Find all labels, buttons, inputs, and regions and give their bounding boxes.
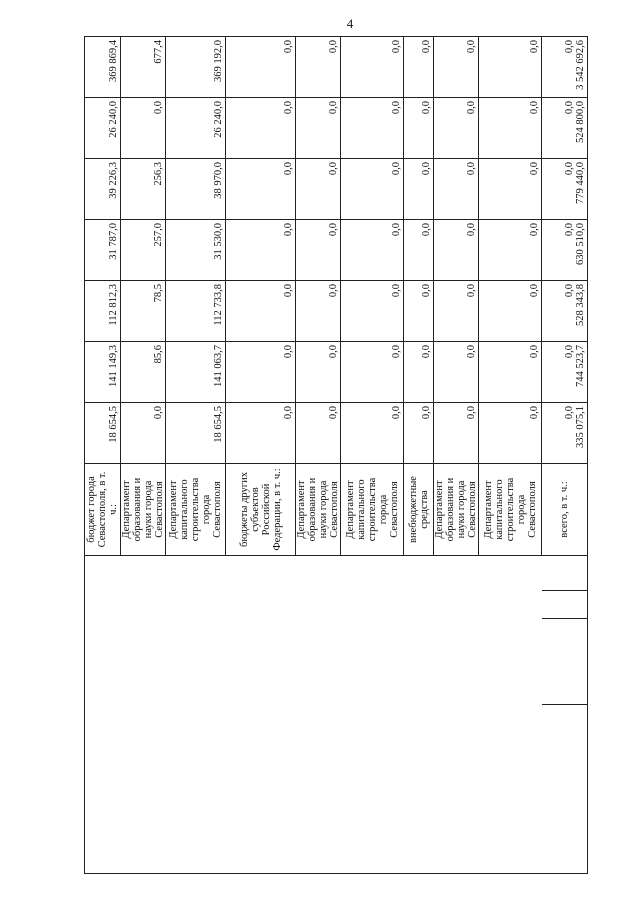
value-text: 141 063,7 bbox=[213, 345, 224, 387]
value-cell bbox=[121, 98, 166, 159]
value-text: 141 149,3 bbox=[108, 345, 119, 387]
value-cell bbox=[404, 98, 434, 159]
funding-source: Департамент капитального строительства города Севастополя bbox=[166, 464, 226, 556]
value-cell bbox=[542, 159, 588, 220]
value-cell bbox=[226, 159, 296, 220]
empty-cell bbox=[166, 556, 226, 874]
value-cell bbox=[85, 281, 121, 342]
value-extra: 0,0 bbox=[564, 345, 575, 359]
table-row bbox=[479, 37, 542, 874]
value-text: 0,0 bbox=[283, 406, 294, 420]
value-cell bbox=[296, 37, 341, 98]
value-cell bbox=[479, 220, 542, 281]
value-text: 0,0 bbox=[283, 162, 294, 176]
value-cell bbox=[296, 98, 341, 159]
cell-divider bbox=[542, 590, 588, 591]
funding-source: Департамент образования и науки города Севастополя bbox=[121, 464, 166, 556]
value-text: 0,0 bbox=[328, 406, 339, 420]
value-cell bbox=[166, 342, 226, 403]
value-text: 0,0 bbox=[421, 406, 432, 420]
value-cell bbox=[296, 342, 341, 403]
table-row bbox=[296, 37, 341, 874]
value-text: 0,0 bbox=[328, 345, 339, 359]
value-text: 0,0 bbox=[391, 406, 402, 420]
value-cell bbox=[479, 159, 542, 220]
value-cell bbox=[404, 37, 434, 98]
value-extra: 0,0 bbox=[564, 223, 575, 237]
empty-cell bbox=[85, 556, 121, 874]
value-text: 0,0 bbox=[466, 345, 477, 359]
value-text: 0,0 bbox=[328, 40, 339, 54]
value-text: 0,0 bbox=[391, 40, 402, 54]
value-extra: 0,0 bbox=[564, 101, 575, 115]
value-text: 0,0 bbox=[466, 406, 477, 420]
value-text: 256,3 bbox=[153, 162, 164, 186]
value-total: 3 542 692,6 bbox=[575, 40, 586, 90]
value-cell bbox=[226, 403, 296, 464]
value-text: 0,0 bbox=[529, 406, 540, 420]
value-total: 335 075,1 bbox=[575, 406, 586, 448]
value-extra: 0,0 bbox=[564, 40, 575, 54]
value-cell bbox=[166, 403, 226, 464]
rotated-table-sheet bbox=[84, 37, 585, 874]
value-text: 31 787,0 bbox=[108, 223, 119, 260]
value-text: 0,0 bbox=[421, 345, 432, 359]
empty-cell bbox=[542, 556, 588, 874]
value-cell bbox=[404, 159, 434, 220]
value-text: 0,0 bbox=[529, 345, 540, 359]
page-number: 4 bbox=[346, 16, 354, 31]
value-text: 257,0 bbox=[153, 223, 164, 247]
funding-source: Департамент образования и науки города Севастополя bbox=[296, 464, 341, 556]
value-total: 630 510,0 bbox=[575, 223, 586, 265]
value-cell bbox=[121, 220, 166, 281]
funding-table bbox=[84, 36, 588, 874]
value-text: 0,0 bbox=[328, 162, 339, 176]
value-cell bbox=[434, 37, 479, 98]
value-text: 85,6 bbox=[153, 345, 164, 364]
funding-source: всего, в т. ч.: bbox=[542, 464, 588, 556]
value-text: 112 812,3 bbox=[108, 284, 119, 326]
value-cell bbox=[85, 98, 121, 159]
value-text: 112 733,8 bbox=[213, 284, 224, 326]
value-cell bbox=[434, 159, 479, 220]
value-cell bbox=[434, 98, 479, 159]
value-cell bbox=[166, 281, 226, 342]
empty-cell bbox=[296, 556, 341, 874]
value-cell bbox=[296, 281, 341, 342]
value-text: 0,0 bbox=[421, 162, 432, 176]
value-cell bbox=[166, 37, 226, 98]
value-text: 0,0 bbox=[529, 162, 540, 176]
value-cell bbox=[341, 281, 404, 342]
value-cell bbox=[166, 220, 226, 281]
value-cell bbox=[404, 281, 434, 342]
value-cell bbox=[121, 281, 166, 342]
value-text: 38 970,0 bbox=[213, 162, 224, 199]
value-text: 0,0 bbox=[153, 101, 164, 115]
value-cell bbox=[85, 403, 121, 464]
value-text: 369 869,4 bbox=[108, 40, 119, 82]
value-cell bbox=[404, 403, 434, 464]
value-text: 0,0 bbox=[391, 162, 402, 176]
value-text: 18 654,5 bbox=[213, 406, 224, 443]
value-cell bbox=[479, 403, 542, 464]
value-text: 0,0 bbox=[391, 284, 402, 298]
funding-source: Департамент капитального строительства города Севастополя bbox=[479, 464, 542, 556]
value-cell bbox=[434, 342, 479, 403]
value-cell bbox=[479, 281, 542, 342]
value-text: 0,0 bbox=[421, 223, 432, 237]
table-row bbox=[121, 37, 166, 874]
value-cell bbox=[341, 37, 404, 98]
value-cell bbox=[296, 159, 341, 220]
funding-source: бюджеты других субъектов Российской Федерации, в т. ч.: bbox=[226, 464, 296, 556]
value-text: 0,0 bbox=[283, 223, 294, 237]
value-text: 39 226,3 bbox=[108, 162, 119, 199]
value-cell bbox=[341, 220, 404, 281]
value-text: 0,0 bbox=[328, 223, 339, 237]
value-text: 0,0 bbox=[529, 284, 540, 298]
value-text: 0,0 bbox=[328, 284, 339, 298]
value-text: 0,0 bbox=[283, 101, 294, 115]
value-cell bbox=[226, 98, 296, 159]
value-text: 0,0 bbox=[283, 284, 294, 298]
cell-divider bbox=[542, 704, 588, 705]
value-text: 677,4 bbox=[153, 40, 164, 64]
value-text: 0,0 bbox=[421, 284, 432, 298]
table-row bbox=[542, 37, 588, 874]
value-text: 0,0 bbox=[421, 40, 432, 54]
table-row bbox=[434, 37, 479, 874]
value-cell bbox=[296, 220, 341, 281]
table-row bbox=[341, 37, 404, 874]
value-cell bbox=[85, 159, 121, 220]
value-total: 744 523,7 bbox=[575, 345, 586, 387]
value-cell bbox=[296, 403, 341, 464]
value-text: 0,0 bbox=[391, 345, 402, 359]
funding-source: Департамент капитального строительства города Севастополя bbox=[341, 464, 404, 556]
empty-cell bbox=[121, 556, 166, 874]
value-cell bbox=[542, 37, 588, 98]
value-text: 26 240,0 bbox=[213, 101, 224, 138]
value-cell bbox=[166, 98, 226, 159]
value-cell bbox=[542, 98, 588, 159]
value-cell bbox=[404, 342, 434, 403]
value-text: 18 654,5 bbox=[108, 406, 119, 443]
table-row bbox=[85, 37, 121, 874]
funding-source: внебюджетные средства bbox=[404, 464, 434, 556]
value-cell bbox=[85, 37, 121, 98]
value-text: 0,0 bbox=[421, 101, 432, 115]
value-text: 0,0 bbox=[283, 40, 294, 54]
funding-source: Департамент образования и науки города Севастополя bbox=[434, 464, 479, 556]
value-cell bbox=[479, 37, 542, 98]
value-cell bbox=[479, 98, 542, 159]
value-text: 0,0 bbox=[466, 40, 477, 54]
empty-cell bbox=[404, 556, 434, 874]
value-cell bbox=[479, 342, 542, 403]
table-row bbox=[226, 37, 296, 874]
value-text: 0,0 bbox=[391, 101, 402, 115]
value-text: 31 530,0 bbox=[213, 223, 224, 260]
value-text: 0,0 bbox=[466, 101, 477, 115]
value-text: 0,0 bbox=[529, 223, 540, 237]
value-cell bbox=[542, 220, 588, 281]
value-cell bbox=[166, 159, 226, 220]
value-cell bbox=[341, 98, 404, 159]
table-row bbox=[404, 37, 434, 874]
funding-source: бюджет города Севастополя, в т. ч.: bbox=[85, 464, 121, 556]
value-extra: 0,0 bbox=[564, 284, 575, 298]
value-text: 0,0 bbox=[466, 223, 477, 237]
value-cell bbox=[121, 342, 166, 403]
value-cell bbox=[341, 403, 404, 464]
value-text: 0,0 bbox=[529, 40, 540, 54]
value-text: 0,0 bbox=[391, 223, 402, 237]
value-text: 369 192,0 bbox=[213, 40, 224, 82]
value-cell bbox=[434, 403, 479, 464]
empty-cell bbox=[226, 556, 296, 874]
value-cell bbox=[341, 159, 404, 220]
empty-cell bbox=[479, 556, 542, 874]
value-text: 0,0 bbox=[153, 406, 164, 420]
value-cell bbox=[341, 342, 404, 403]
value-extra: 0,0 bbox=[564, 162, 575, 176]
value-cell bbox=[85, 220, 121, 281]
value-cell bbox=[404, 220, 434, 281]
value-text: 26 240,0 bbox=[108, 101, 119, 138]
value-cell bbox=[434, 220, 479, 281]
value-cell bbox=[226, 342, 296, 403]
value-total: 524 800,0 bbox=[575, 101, 586, 143]
value-cell bbox=[542, 403, 588, 464]
value-text: 0,0 bbox=[529, 101, 540, 115]
value-cell bbox=[121, 403, 166, 464]
value-extra: 0,0 bbox=[564, 406, 575, 420]
value-cell bbox=[542, 342, 588, 403]
value-cell bbox=[226, 37, 296, 98]
empty-cell bbox=[434, 556, 479, 874]
value-text: 0,0 bbox=[283, 345, 294, 359]
value-cell bbox=[121, 37, 166, 98]
value-cell bbox=[434, 281, 479, 342]
value-cell bbox=[226, 281, 296, 342]
value-text: 0,0 bbox=[466, 284, 477, 298]
value-total: 528 343,8 bbox=[575, 284, 586, 326]
empty-cell bbox=[341, 556, 404, 874]
table-row bbox=[166, 37, 226, 874]
cell-divider bbox=[542, 618, 588, 619]
value-text: 78,5 bbox=[153, 284, 164, 303]
value-cell bbox=[226, 220, 296, 281]
value-total: 779 440,0 bbox=[575, 162, 586, 204]
value-text: 0,0 bbox=[328, 101, 339, 115]
value-cell bbox=[542, 281, 588, 342]
value-cell bbox=[85, 342, 121, 403]
value-text: 0,0 bbox=[466, 162, 477, 176]
value-cell bbox=[121, 159, 166, 220]
